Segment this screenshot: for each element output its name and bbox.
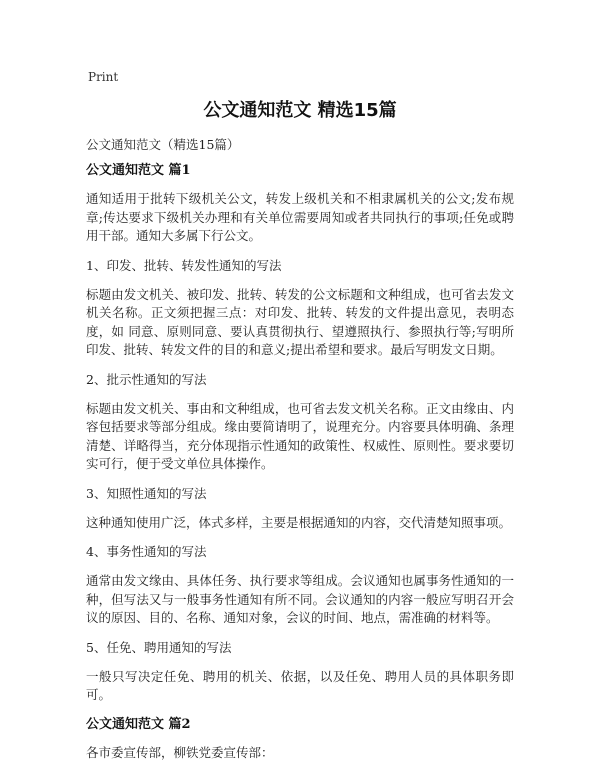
paragraph-4: 通常由发文缘由、具体任务、执行要求等组成。会议通知也属事务性通知的一种，但写法又与一般事务性通知有所不同。会议通知的内容一般应写明召开会议的原因、目的、名称、通知对象，会议的时间、地点，需准确的材料等。 — [86, 573, 514, 625]
subheading-1: 1、印发、批转、转发性通知的写法 — [86, 257, 282, 273]
section-1-intro: 通知适用于批转下级机关公文，转发上级机关和不相隶属机关的公文;发布规章;传达要求下级机关办理和有关单位需要周知或者共同执行的事项;任免或聘用干部。通知大多属下行公文。 — [86, 191, 514, 243]
print-link[interactable]: Print — [88, 70, 119, 84]
subheading-5: 5、任免、聘用通知的写法 — [86, 639, 232, 655]
section-heading-2: 公文通知范文 篇2 — [86, 716, 191, 732]
section-heading-1: 公文通知范文 篇1 — [86, 163, 191, 178]
paragraph-3: 这种通知使用广泛，体式多样，主要是根据通知的内容，交代清楚知照事项。 — [86, 514, 512, 530]
section-2-intro: 各市委宣传部，柳铁党委宣传部： — [86, 744, 274, 760]
paragraph-1: 标题由发文机关、被印发、批转、转发的公文标题和文种组成，也可省去发文机关名称。正文须把握三点：对印发、批转、转发的文件提出意见，表明态度，如 同意、原则同意、要认真贯彻执行、望遵照执行、参照执行等;写明所印发、批转、转发文件的目的和意义;提出希望和要求。最后写明发文日期。 — [86, 286, 514, 357]
document-title: 公文通知范文 精选15篇 — [203, 100, 397, 121]
paragraph-5: 一般只写决定任免、聘用的机关、依据，以及任免、聘用人员的具体职务即可。 — [86, 668, 514, 702]
document-subtitle: 公文通知范文（精选15篇） — [86, 137, 240, 152]
subheading-2: 2、批示性通知的写法 — [86, 371, 207, 387]
subheading-3: 3、知照性通知的写法 — [86, 485, 207, 501]
paragraph-2: 标题由发文机关、事由和文种组成，也可省去发文机关名称。正文由缘由、内容包括要求等部分组成。缘由要简请明了，说理充分。内容要具体明确、条理清楚、详略得当，充分体现指示性通知的政策性、权威性、原则性。要求要切实可行，便于受文单位具体操作。 — [86, 400, 514, 471]
subheading-4: 4、事务性通知的写法 — [86, 544, 207, 559]
